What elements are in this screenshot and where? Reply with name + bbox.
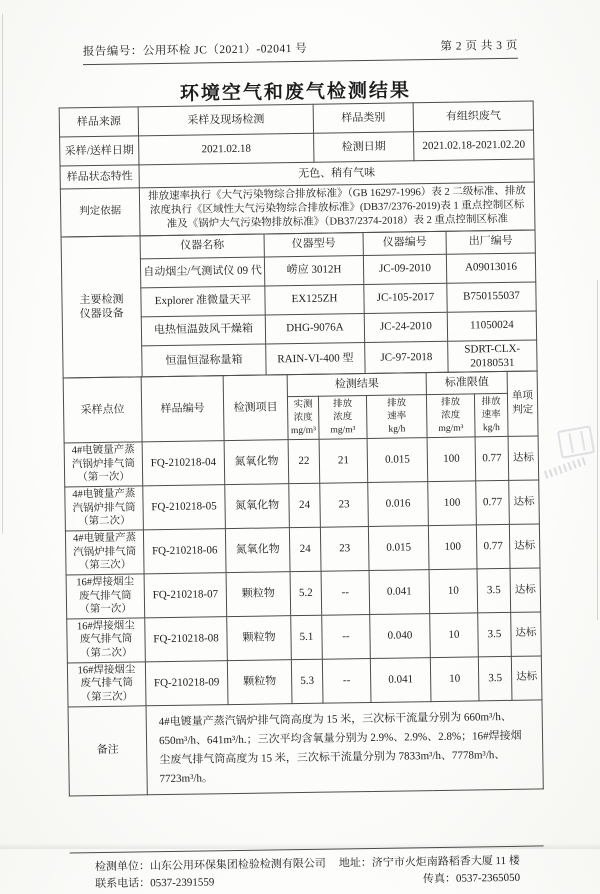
- sample-source-label: 样品来源: [59, 107, 138, 137]
- sample-info-table: [59, 101, 536, 238]
- col-header-sampling-point: 采样点位: [63, 377, 142, 443]
- emission-conc: 21: [319, 439, 368, 484]
- fax-number: 传真：0537-2365050: [422, 871, 521, 885]
- result-row: [67, 612, 542, 663]
- limit-rate: 0.77: [476, 524, 510, 568]
- results-table: [63, 371, 544, 797]
- sample-no: FQ-210218-05: [143, 485, 226, 530]
- instrument-model: DHG-9076A: [265, 313, 364, 343]
- test-item: 氮氧化物: [225, 528, 290, 573]
- measured-conc: 5.2: [290, 571, 322, 615]
- result-row: [66, 568, 541, 619]
- document-header: [83, 37, 518, 65]
- instrument-name: Explorer 准微量天平: [141, 286, 265, 317]
- sampling-point: 4#电镀量产蒸 汽锅炉排气筒 （第一次）: [64, 442, 143, 487]
- document-footer: [70, 845, 545, 893]
- sample-state-value: 无色、稍有气味: [139, 159, 534, 188]
- measured-conc: 24: [289, 527, 321, 571]
- measured-conc: 22: [288, 439, 320, 483]
- table-row: [68, 700, 543, 796]
- test-item: 氮氧化物: [225, 484, 290, 529]
- measured-conc: 5.1: [291, 615, 323, 659]
- measured-conc: 5.3: [291, 659, 323, 703]
- sampling-point: 4#电镀量产蒸 汽锅炉排气筒 （第二次）: [65, 486, 144, 531]
- sample-no: FQ-210218-09: [145, 660, 228, 705]
- emission-conc: 23: [320, 483, 369, 528]
- instrument-name: 恒温恒湿称量箱: [142, 344, 266, 377]
- test-item: 氮氧化物: [224, 440, 289, 485]
- verdict: 达标: [511, 656, 542, 700]
- scan-edge-right: [597, 280, 598, 620]
- emission-conc: --: [322, 658, 371, 703]
- group-header-results: 检测结果: [287, 373, 426, 397]
- judgment-basis-label: 判定依据: [60, 188, 140, 237]
- limit-rate: 3.5: [478, 612, 512, 656]
- report-number: 报告编号：公用环检 JC（2021）-02041 号: [82, 42, 308, 59]
- test-item: 颗粒物: [227, 659, 292, 704]
- instrument-factory: B750155037: [447, 282, 536, 312]
- remark-text: 4#电镀量产蒸汽锅炉排气筒高度为 15 米，三次标干流量分别为 660m³/h、650m³/h、641m³/h.；三次平均含氧量分别为 2.9%、2.9%、2.8%；16#焊接烟尘废气排气筒高度为 15 米，三次标干流量分别为 7833m³/h、7778m³/h、7723m³/h。: [146, 700, 543, 795]
- emission-rate: 0.040: [370, 613, 431, 658]
- col-header-sample-no: 样品编号: [141, 376, 224, 442]
- table-row: [60, 182, 535, 237]
- page-indicator: 第 2 页 共 3 页: [440, 39, 518, 53]
- sub-header-emission-conc: 排放 浓度 mg/m³: [318, 396, 367, 440]
- col-header-test-item: 检测项目: [223, 375, 288, 441]
- sampling-point: 16#焊接烟尘 废气排气筒 （第三次）: [67, 662, 146, 707]
- emission-rate: 0.015: [368, 526, 429, 571]
- limit-rate: 0.77: [475, 437, 509, 481]
- result-row: [67, 656, 542, 707]
- sub-header-limit-conc: 排放 浓度 mg/m³: [426, 394, 475, 438]
- sub-header-measured-conc: 实测 浓度 mg/m³: [287, 396, 319, 439]
- sub-header-limit-rate: 排放 速率 kg/h: [474, 394, 508, 437]
- sampling-point: 16#焊接烟尘 废气排气筒 （第一次）: [66, 574, 145, 619]
- instrument-serial: JC-24-2010: [364, 312, 447, 342]
- verdict: 达标: [508, 436, 539, 480]
- scan-edge-left: [2, 14, 3, 534]
- instrument-serial: JC-97-2018: [365, 341, 448, 374]
- sample-source-value: 采样及现场检测: [138, 104, 313, 136]
- result-row: [65, 480, 540, 531]
- limit-conc: 100: [427, 437, 476, 482]
- emission-rate: 0.041: [369, 569, 430, 614]
- instrument-factory: SDRT-CLX-20180531: [448, 339, 537, 372]
- sample-no: FQ-210218-06: [143, 529, 226, 574]
- instrument-serial: JC-09-2010: [363, 254, 446, 284]
- sample-no: FQ-210218-08: [145, 616, 228, 661]
- instrument-factory: 11050024: [447, 311, 536, 341]
- document-title: 环境空气和废气检测结果: [179, 80, 412, 105]
- testing-org: 检测单位：山东公用环保集团检验检测有限公司: [94, 857, 326, 873]
- emission-rate: 0.015: [367, 438, 428, 483]
- emission-rate: 0.016: [368, 482, 429, 527]
- verdict: 达标: [509, 524, 540, 568]
- sampling-date-label: 采样/送样日期: [60, 136, 139, 166]
- instrument-name: 电热恒温鼓风干燥箱: [141, 315, 265, 346]
- emission-conc: 23: [320, 526, 369, 571]
- instrument-model: EX125ZH: [265, 284, 364, 314]
- instrument-model: RAIN-VI-400 型: [266, 342, 365, 375]
- limit-conc: 100: [428, 481, 477, 526]
- verdict: 达标: [509, 480, 540, 524]
- sample-no: FQ-210218-04: [142, 441, 225, 486]
- emission-conc: --: [322, 614, 371, 659]
- org-address: 地址：济宁市火炬南路稻香大厦 11 楼: [338, 854, 520, 870]
- instruments-section-label: 主要检测 仪器设备: [61, 235, 142, 378]
- test-item: 颗粒物: [227, 615, 292, 660]
- verdict: 达标: [511, 612, 542, 656]
- sampling-point: 16#焊接烟尘 废气排气筒 （第二次）: [67, 618, 146, 663]
- limit-conc: 100: [428, 525, 477, 570]
- test-item: 颗粒物: [226, 572, 291, 617]
- sample-no: FQ-210218-07: [144, 572, 227, 617]
- limit-conc: 10: [430, 657, 479, 702]
- test-date-label: 检测日期: [314, 132, 414, 162]
- sampling-point: 4#电镀量产蒸 汽锅炉排气筒 （第三次）: [65, 530, 144, 575]
- sample-category-label: 样品类别: [313, 103, 413, 133]
- instrument-serial: JC-105-2017: [364, 283, 447, 313]
- group-header-limits: 标准限值: [426, 372, 507, 395]
- col-header-instrument-model: 仪器型号: [264, 232, 363, 256]
- emission-conc: --: [321, 570, 370, 615]
- col-header-instrument-factory: 出厂编号: [446, 230, 535, 254]
- faint-stamp-mark-icon: [557, 425, 595, 458]
- measured-conc: 24: [289, 483, 321, 527]
- contact-phone: 联系电话：0537-2391559: [95, 876, 215, 890]
- judgment-basis-value: 排放速率执行《大气污染物综合排放标准》（GB 16297-1996）表 2 二级标准、排放浓度执行《区域性大气污染物综合排放标准》(DB37/2376-2019)表 1 重点控制区标准及《锅炉大气污染物排放标准》（DB37/2374-2018）表 2 重点控制区标准: [139, 182, 535, 235]
- sampling-date-value: 2021.02.18: [139, 133, 314, 165]
- sample-state-label: 样品状态特性: [60, 165, 139, 189]
- result-row: [65, 524, 540, 575]
- remark-label: 备注: [68, 705, 147, 795]
- limit-conc: 10: [429, 569, 478, 614]
- col-header-instrument-name: 仪器名称: [140, 234, 264, 259]
- instrument-model: 崂应 3012H: [264, 255, 363, 285]
- limit-rate: 3.5: [477, 568, 511, 612]
- col-header-instrument-serial: 仪器编号: [363, 231, 446, 255]
- sample-category-value: 有组织废气: [413, 101, 533, 132]
- limit-conc: 10: [430, 613, 479, 658]
- verdict: 达标: [510, 568, 541, 612]
- limit-rate: 0.77: [476, 480, 510, 524]
- test-date-value: 2021.02.18-2021.02.20: [414, 130, 534, 161]
- instrument-name: 自动烟尘/气测试仪 09 代: [140, 257, 264, 288]
- scan-edge-bottom: [0, 843, 600, 849]
- instruments-table: [61, 229, 538, 379]
- sub-header-emission-rate: 排放 速率 kg/h: [366, 395, 427, 439]
- col-header-verdict: 单项 判定: [507, 371, 538, 436]
- result-row: [64, 436, 539, 487]
- limit-rate: 3.5: [478, 656, 512, 700]
- emission-rate: 0.041: [370, 657, 431, 702]
- instrument-factory: A09013016: [446, 253, 535, 283]
